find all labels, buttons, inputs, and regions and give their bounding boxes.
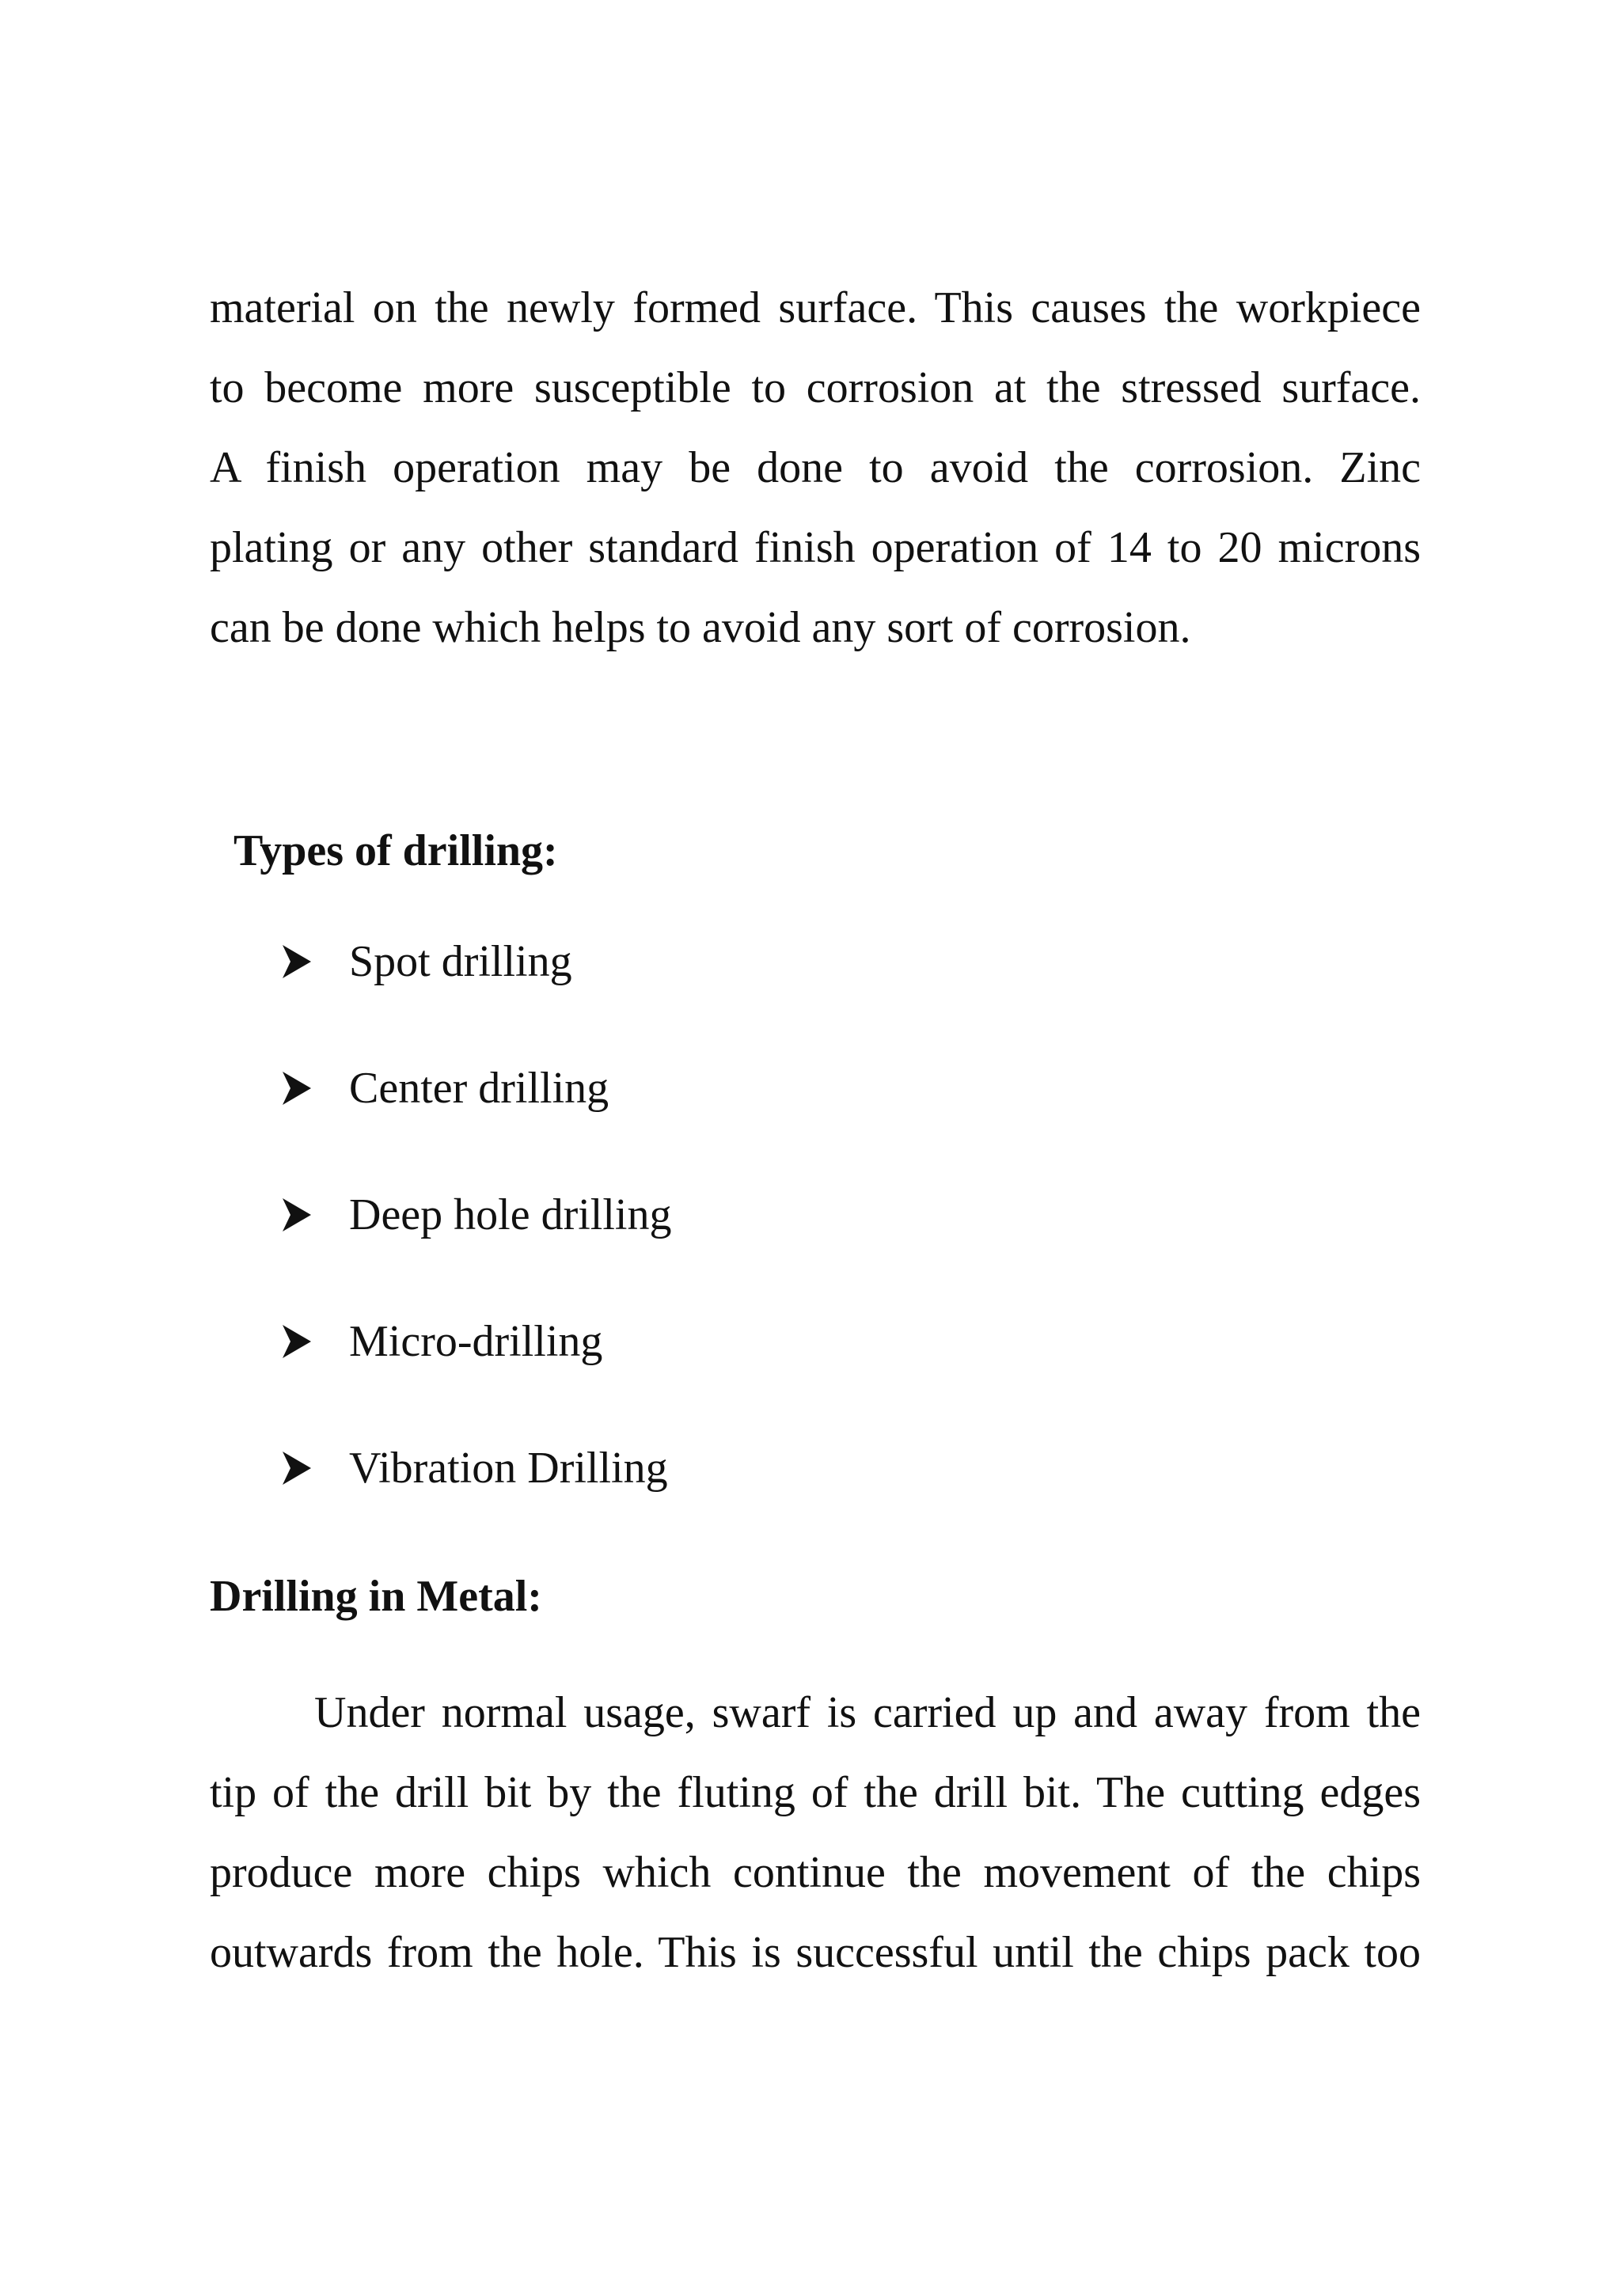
intro-line: A finish operation may be done to avoid the corrosion. Zinc (210, 443, 1421, 492)
drilling-in-metal-paragraph (210, 1673, 1421, 1993)
metal-line: Under normal usage, swarf is carried up and away from the (314, 1688, 1421, 1737)
arrowhead-bullet-icon (281, 1068, 313, 1108)
metal-line: tip of the drill bit by the fluting of the drill bit. The cutting edges (210, 1768, 1421, 1817)
arrowhead-bullet-icon (281, 1322, 313, 1361)
arrowhead-bullet-icon (281, 942, 313, 981)
list-item-label: Spot drilling (349, 937, 572, 986)
intro-line: plating or any other standard finish operation of 14 to 20 microns (210, 523, 1421, 572)
arrowhead-bullet-icon (281, 1448, 313, 1488)
intro-paragraph (210, 268, 1421, 668)
metal-line: outwards from the hole. This is successful until the chips pack too (210, 1928, 1421, 1977)
list-item-label: Micro-drilling (349, 1317, 603, 1366)
arrowhead-bullet-icon (281, 1195, 313, 1235)
intro-line: material on the newly formed surface. This causes the workpiece (210, 283, 1421, 332)
metal-line: produce more chips which continue the movement of the chips (210, 1848, 1421, 1897)
drilling-in-metal-heading: Drilling in Metal: (210, 1572, 542, 1621)
list-item-label: Vibration Drilling (349, 1444, 668, 1493)
list-item-label: Deep hole drilling (349, 1190, 672, 1239)
intro-line: to become more susceptible to corrosion at the stressed surface. (210, 363, 1421, 412)
types-of-drilling-heading: Types of drilling: (233, 826, 558, 875)
list-item-label: Center drilling (349, 1064, 609, 1113)
intro-line: can be done which helps to avoid any sort of corrosion. (210, 603, 1191, 652)
